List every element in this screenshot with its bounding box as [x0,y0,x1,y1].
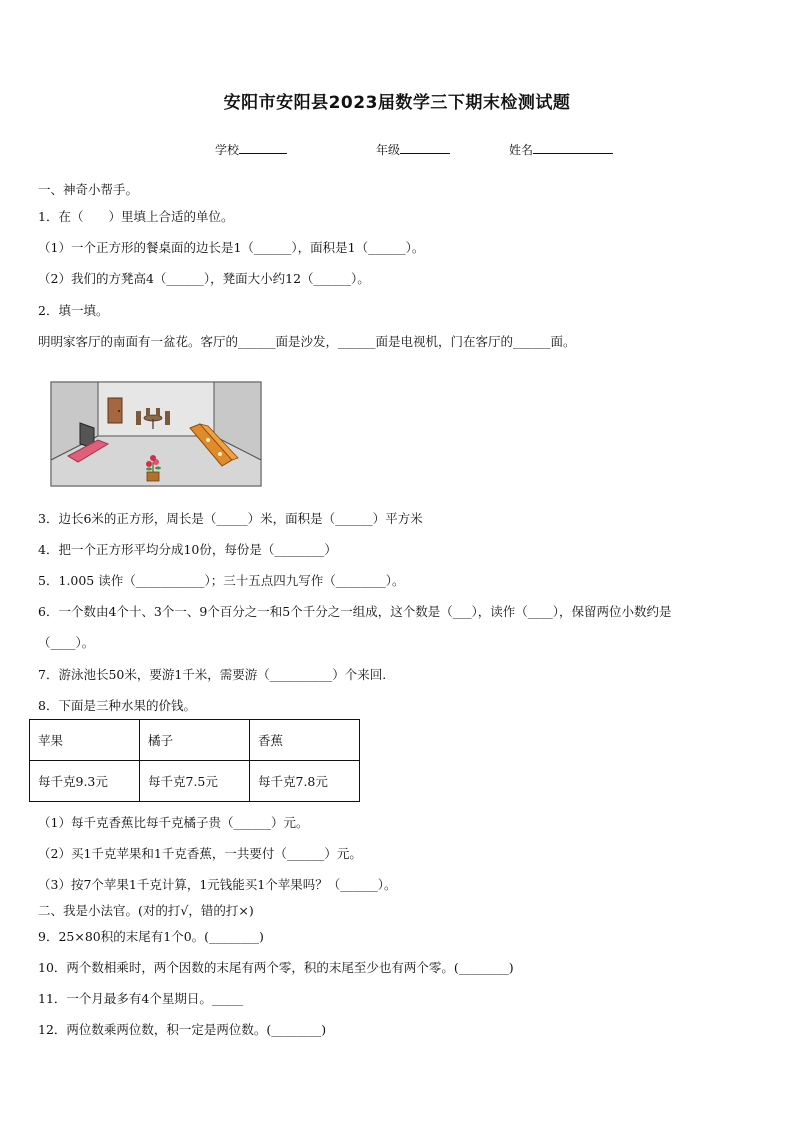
question-2: 2．填一填。 [38,303,109,318]
name-field [509,141,613,158]
table-header-orange: 橘子 [140,720,250,761]
question-4: 4．把一个正方形平均分成10份，每份是（________） [38,542,337,557]
question-2-text: 明明家客厅的南面有一盆花。客厅的______面是沙发，______面是电视机，门在客厅的______面。 [38,334,576,349]
page-title: 安阳市安阳县2023届数学三下期末检测试题 [223,93,571,113]
grade-field [376,141,450,158]
question-1: 1．在（ ）里填上合适的单位。 [38,209,234,224]
school-blank[interactable] [239,141,287,154]
question-8: 8．下面是三种水果的价钱。 [38,698,196,713]
question-1-part-2: （2）我们的方凳高4（______），凳面大小约12（______）。 [38,271,370,286]
fruit-price-table [29,719,360,802]
living-room-illustration [50,378,262,498]
question-7: 7．游泳池长50米，要游1千米，需要游（__________）个来回. [38,667,387,682]
question-12: 12．两位数乘两位数，积一定是两位数。(________) [38,1022,327,1037]
section-2-heading: 二、我是小法官。(对的打√，错的打×) [38,903,254,918]
question-3: 3．边长6米的正方形，周长是（_____）米，面积是（______）平方米 [38,511,423,526]
question-1-part-1: （1）一个正方形的餐桌面的边长是1（______），面积是1（______）。 [38,240,425,255]
question-8-part-3: （3）按7个苹果1千克计算，1元钱能买1个苹果吗？（______）。 [38,877,397,892]
table-cell-orange-price: 每千克7.5元 [140,761,250,802]
grade-blank[interactable] [400,141,450,154]
table-cell-banana-price: 每千克7.8元 [250,761,360,802]
table-row [30,761,360,802]
table-row [30,720,360,761]
table-header-apple: 苹果 [30,720,140,761]
name-blank[interactable] [533,141,613,154]
question-8-part-1: （1）每千克香蕉比每千克橘子贵（______）元。 [38,815,309,830]
section-1-heading: 一、神奇小帮手。 [38,182,139,197]
question-6: 6．一个数由4个十、3个一、9个百分之一和5个千分之一组成，这个数是（___），读作（____），保留两位小数约是 [38,604,672,619]
door-icon [108,398,122,423]
question-6-continued: （____）。 [38,635,95,650]
question-10: 10．两个数相乘时，两个因数的末尾有两个零，积的末尾至少也有两个零。(________) [38,960,514,975]
question-9: 9．25×80积的末尾有1个0。(________) [38,929,264,944]
school-field [215,141,287,158]
school-label: 学校 [215,143,240,157]
name-label: 姓名 [509,143,534,157]
question-5: 5．1.005 读作（___________）；三十五点四九写作（________）。 [38,573,405,588]
question-8-part-2: （2）买1千克苹果和1千克香蕉，一共要付（______）元。 [38,846,362,861]
grade-label: 年级 [376,143,401,157]
question-11: 11．一个月最多有4个星期日。_____ [38,991,244,1006]
table-header-banana: 香蕉 [250,720,360,761]
table-cell-apple-price: 每千克9.3元 [30,761,140,802]
